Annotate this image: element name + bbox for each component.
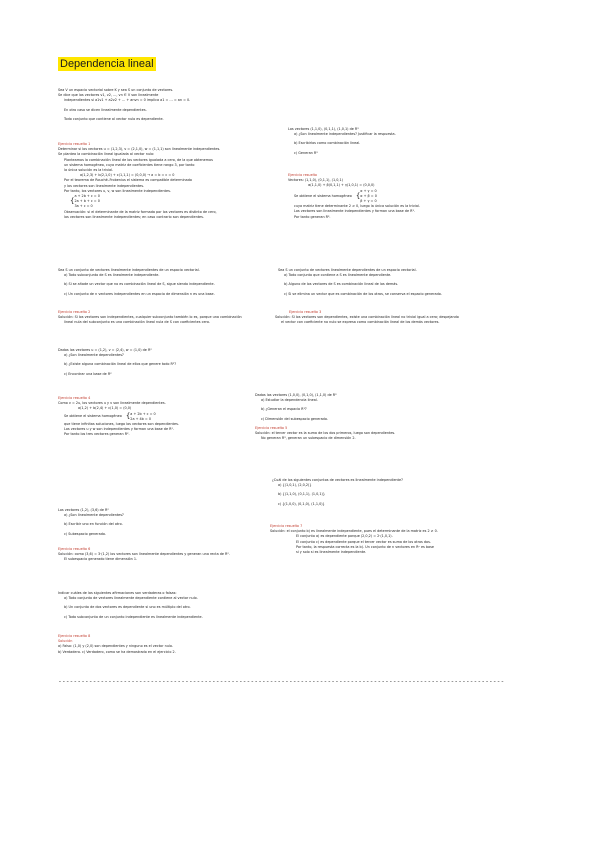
solved-exercise-8 [58, 634, 176, 655]
definition-block [58, 88, 190, 122]
statement-line: b) Un conjunto de dos vectores es dependiente si uno es múltiplo del otro. [64, 605, 191, 610]
solved-exercise-1-right [288, 173, 420, 220]
page-title: Dependencia lineal [60, 58, 154, 70]
solved-exercise-7 [270, 524, 438, 555]
solution-line: la única solución es la trivial. [64, 168, 114, 173]
property-line: c) Si se elimina un vector que es combinación de los otros, se conserva el espacio generado. [284, 291, 442, 296]
statement-line: a) Estudiar la dependencia lineal. [261, 398, 318, 403]
system-equation: 3a + c = 0 [74, 204, 93, 209]
brace-symbol: { [125, 412, 131, 421]
property-line: c) Un conjunto de n vectores independientes en un espacio de dimensión n es una base. [64, 291, 215, 296]
solution-line: Por el teorema de Rouché–Frobenius el sistema es compatible determinado [64, 178, 192, 183]
solution-line: Por tanto generan R³. [294, 214, 331, 219]
system-equation: α + γ = 0 [360, 188, 377, 193]
definition-line: independientes si a1v1 + a2v2 + … + anvn = 0 implica a1 = … = an = 0. [64, 98, 191, 103]
true-false-statement [58, 591, 203, 620]
solution-line: El conjunto a) es dependiente porque (2,0,2) = 2·(1,0,1). [296, 534, 393, 539]
exercise-heading: Ejercicio resuelto 4 [58, 396, 91, 400]
statement-line: Dados los vectores u = (1,2), v = (2,4), w = (1,0) de R² [58, 348, 152, 352]
equation-system [288, 189, 420, 205]
statement-line: Indicar cuáles de las siguientes afirmaciones son verdaderas o falsas: [58, 591, 177, 595]
exercise-heading: Ejercicio resuelto 7 [270, 524, 303, 528]
equation-line: α(1,1,0) + β(0,1,1) + γ(1,0,1) = (0,0,0) [308, 183, 375, 188]
dashed-separator: -------------------------------------------------------------------------------------------------------------------- [58, 677, 505, 685]
exercise-statement-6 [58, 508, 230, 562]
solution-line: los vectores son linealmente independientes; en caso contrario son dependientes. [64, 214, 204, 219]
brace-symbol: { [355, 191, 361, 200]
solution-line: No generan R³, generan un subespacio de dimensión 2. [261, 436, 356, 441]
statement-line: a) ¿Son linealmente dependientes? [64, 353, 124, 358]
question-text: ¿Cuál de los siguientes conjuntos de vectores es linealmente independiente? [272, 478, 403, 482]
option-item: b) {(1,1,0), (0,1,1), (1,0,1)} [278, 492, 325, 497]
solution-line: y los vectores son linealmente independientes. [64, 183, 145, 188]
solution-line: Se plantea la combinación lineal igualada al vector nulo: [58, 152, 155, 157]
solution-line: Los vectores son linealmente independientes y forman una base de R³. [294, 209, 415, 214]
statement-line: Los vectores (1,1,0), (0,1,1), (1,0,1) de R³ [288, 127, 359, 131]
solution-line: Planteamos la combinación lineal de los vectores igualada a cero, de la que obtenemos [64, 157, 213, 162]
property-line: a) Todo subconjunto de S es linealmente independiente. [64, 273, 160, 278]
property-line: b) Alguno de los vectores de S es combinación lineal de los demás. [284, 282, 399, 287]
system-equation: α + β = 0 [360, 193, 377, 198]
system-equation: 2a + 4b = 0 [130, 416, 151, 421]
statement-line: Los vectores (1,2), (3,6) de R² [58, 508, 109, 512]
solution-line: Vectores: (1,1,0), (0,1,1), (1,0,1) [288, 178, 343, 183]
exercise-heading: Ejercicio resuelto 6 [58, 546, 91, 551]
brace-symbol: { [70, 197, 75, 206]
statement-line: a) ¿Son linealmente independientes? Justificar la respuesta. [294, 132, 396, 137]
equation-system [58, 194, 220, 210]
statement-line: c) Encontrar una base de R² [64, 371, 112, 376]
statement-line: b) ¿Existe alguna combinación lineal de ellos que genere todo R²? [64, 362, 177, 367]
property-line: a) Todo conjunto que contiene a S es linealmente dependiente. [284, 273, 392, 278]
solution-line: el vector con coeficiente no nulo se expresa como combinación lineal de los demás vectores. [281, 320, 440, 325]
statement-line: c) Todo subconjunto de un conjunto independiente es linealmente independiente. [64, 614, 203, 619]
equation-line: a(1,2) + b(2,4) + c(1,0) = (0,0) [78, 406, 132, 411]
solution-line: Solución: el conjunto b) es linealmente independiente, pues el determinante de la matriz es 2 ≠ 0. [270, 529, 438, 534]
system-equation: a + 2b + c = 0 [130, 411, 156, 416]
option-item: a) {(1,0,1), (2,0,2)} [278, 483, 312, 488]
properties-independent [58, 268, 215, 297]
exercise-heading: Ejercicio resuelto [288, 173, 318, 177]
solution-line: un sistema homogéneo, cuya matriz de coeficientes tiene rango 3, por tanto [64, 162, 195, 167]
multiple-choice-question [272, 478, 403, 507]
system-equation: 2a + b + c = 0 [74, 199, 100, 204]
exercise-heading: Ejercicio resuelto 3 [289, 310, 322, 314]
solved-exercise-2 [58, 310, 242, 326]
solution-line: cuya matriz tiene determinante 2 ≠ 0, luego la única solución es la trivial. [294, 204, 420, 209]
definition-line: Todo conjunto que contiene al vector nulo es dependiente. [64, 116, 164, 121]
solution-line: que tiene infinitas soluciones, luego los vectores son dependientes. [64, 422, 179, 427]
property-line: Sea S un conjunto de vectores linealmente independientes de un espacio vectorial. [58, 268, 200, 272]
statement-line: a) ¿Son linealmente dependientes? [64, 513, 124, 518]
solution-line: Observación: si el determinante de la matriz formada por los vectores es distinto de cero, [64, 209, 217, 214]
solution-line: Determinar si los vectores u = (1,2,3), v = (2,1,0), w = (1,1,1) son linealmente independientes. [58, 147, 221, 152]
system-equation: a + 2b + c = 0 [74, 194, 100, 199]
properties-dependent [278, 268, 442, 297]
solved-exercise-3 [275, 310, 459, 326]
option-item: c) {(1,0,0), (0,1,0), (1,1,0)} [278, 501, 325, 506]
solution-line: b) Verdadero. c) Verdadero, como se ha demostrado en el ejercicio 2. [58, 649, 176, 654]
equation-line: a(1,2,3) + b(2,1,0) + c(1,1,1) = (0,0,0) → a = b = c = 0 [80, 173, 175, 178]
statement-line: c) Dimensión del subespacio generado. [261, 416, 328, 421]
solution-line: Por tanto, la respuesta correcta es la b). Un conjunto de n vectores en Rⁿ es base [296, 544, 434, 549]
definition-line: Se dice que los vectores v1, v2, …, vn ∈ V son linealmente [58, 93, 159, 98]
solution-line: si y solo si es linealmente independiente. [296, 550, 367, 555]
statement-line: a) Todo conjunto de vectores linealmente dependiente contiene al vector nulo. [64, 596, 198, 601]
statement-line: c) Generan R³ [294, 150, 318, 155]
system-equation: β + γ = 0 [360, 199, 377, 204]
solution-line: Solución: Si los vectores son dependientes, existe una combinación lineal no trivial igual a cero; despejando [275, 315, 459, 320]
property-line: Sea S un conjunto de vectores linealmente dependientes de un espacio vectorial. [278, 268, 417, 272]
solution-line: El subespacio generado tiene dimensión 1. [64, 557, 138, 562]
statement-line: b) Escribirlos como combinación lineal. [294, 141, 361, 146]
solution-line: lineal nula del subconjunto es una combinación lineal nula de S con coeficientes cero. [64, 320, 210, 325]
solution-line: Los vectores u y w son independientes y forman una base de R². [64, 427, 174, 432]
solution-line: a) Falso: (1,0) y (2,0) son dependientes y ninguno es el vector nulo. [58, 644, 173, 649]
solution-subheading: Solución [58, 639, 73, 644]
exercise-heading: Ejercicio resuelto 1 [58, 142, 91, 146]
statement-line: Dados los vectores (1,0,0), (0,1,0), (1,1,0) de R³ [255, 393, 337, 397]
exercise-statement-4 [58, 348, 176, 377]
statement-line: b) ¿Generan el espacio R³? [261, 407, 307, 412]
definition-line: En otro caso se dicen linealmente dependientes. [64, 107, 147, 112]
definition-line: Sea V un espacio vectorial sobre K y sea S un conjunto de vectores. [58, 88, 174, 92]
solved-exercise-4 [58, 396, 179, 438]
solved-exercise-1 [58, 142, 220, 220]
statement-line: b) Escribir uno en función del otro. [64, 522, 123, 527]
exercise-statement-1 [288, 127, 396, 156]
solution-line: Solución: como (3,6) = 3·(1,2) los vectores son linealmente dependientes y generan una recta de R². [58, 552, 230, 557]
solution-line: Por tanto, los vectores u, v, w son linealmente independientes. [64, 188, 171, 193]
solution-line: Solución: Si los vectores son independientes, cualquier subconjunto también lo es, porque una combinación [58, 315, 242, 320]
equation-system [58, 412, 179, 422]
exercise-heading: Ejercicio resuelto 2 [58, 310, 91, 314]
solution-line: Por tanto los tres vectores generan R². [64, 432, 130, 437]
solution-line: Se obtiene el sistema homogéneo [294, 193, 352, 198]
property-line: b) Si se añade un vector que no es combinación lineal de S, sigue siendo independiente. [64, 282, 215, 287]
solution-line: Como v = 2u, los vectores u y v son linealmente dependientes. [58, 401, 166, 406]
exercise-heading: Ejercicio resuelto 5 [255, 425, 288, 430]
statement-line: c) Subespacio generado. [64, 531, 106, 536]
exercise-statement-5 [255, 393, 395, 441]
exercise-heading: Ejercicio resuelto 8 [58, 634, 91, 638]
solution-line: El conjunto c) es dependiente porque el tercer vector es suma de los otros dos. [296, 539, 431, 544]
solution-line: Se obtiene el sistema homogéneo [64, 414, 122, 419]
solution-line: Solución: el tercer vector es la suma de los dos primeros, luego son dependientes. [255, 431, 396, 436]
